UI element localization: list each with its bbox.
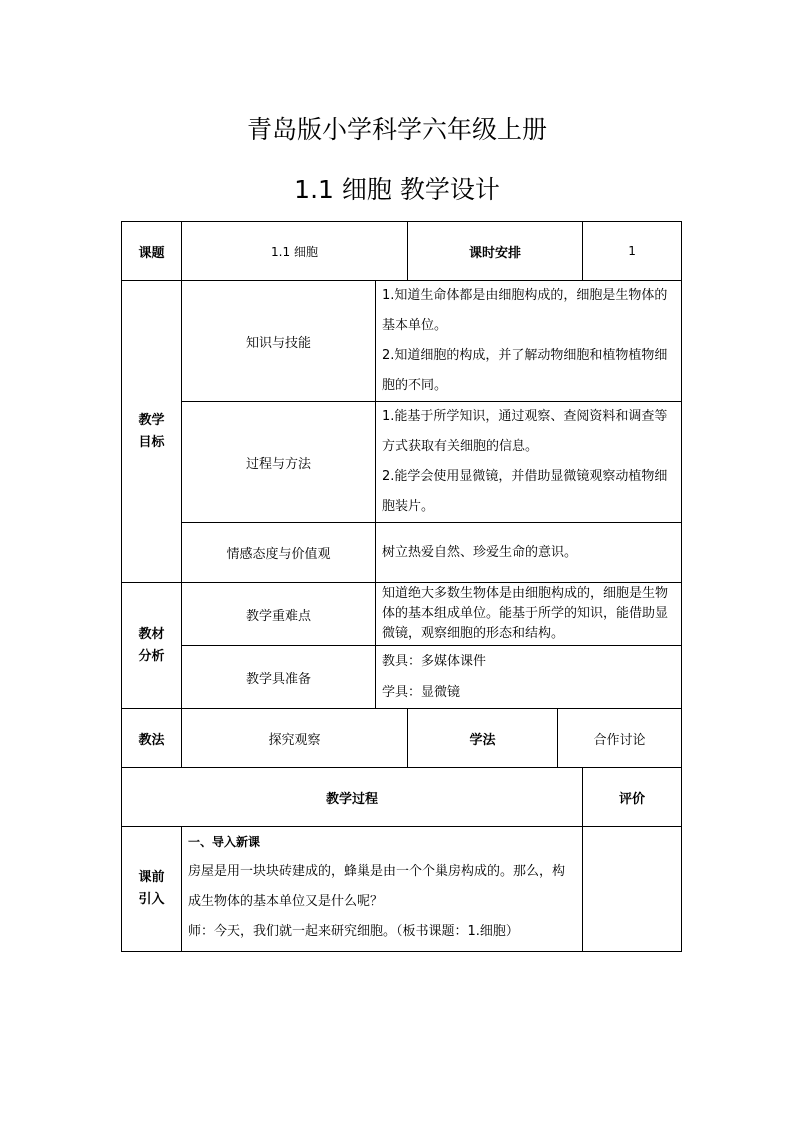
materials-label: 教学具准备 <box>182 646 376 709</box>
intro-content <box>182 827 583 952</box>
key-points-label: 教学重难点 <box>182 583 376 646</box>
knowledge-line-2: 2.知道细胞的构成，并了解动物细胞和植物植物细胞的不同。 <box>382 348 668 393</box>
knowledge-line-1: 1.知道生命体都是由细胞构成的，细胞是生物体的基本单位。 <box>382 288 668 333</box>
process-header-label: 教学过程 <box>122 768 583 827</box>
hours-value: 1 <box>583 222 682 281</box>
topic-row <box>122 222 682 281</box>
analysis-label-text: 教材分析 <box>138 626 165 664</box>
goals-label <box>122 281 182 583</box>
emotion-content: 树立热爱自然、珍爱生命的意识。 <box>376 523 682 583</box>
intro-heading: 一、导入新课 <box>188 835 261 849</box>
intro-evaluation-cell <box>583 827 682 952</box>
materials-content <box>376 646 682 709</box>
learn-method-value: 合作讨论 <box>558 709 682 768</box>
teach-method-label: 教法 <box>122 709 182 768</box>
document-subtitle: 1.1 细胞 教学设计 <box>294 175 500 204</box>
process-method-content <box>376 402 682 523</box>
evaluation-header-label: 评价 <box>583 768 682 827</box>
intro-label-text: 课前引入 <box>138 870 165 907</box>
student-materials: 学具：显微镜 <box>382 685 461 700</box>
knowledge-label: 知识与技能 <box>182 281 376 402</box>
document-title: 青岛版小学科学六年级上册 <box>246 115 547 144</box>
emotion-label: 情感态度与价值观 <box>182 523 376 583</box>
teacher-materials: 教具：多媒体课件 <box>382 654 487 669</box>
intro-paragraph-2: 师：今天，我们就一起来研究细胞。（板书课题：1.细胞） <box>188 924 519 939</box>
hours-label: 课时安排 <box>408 222 583 281</box>
process-method-label: 过程与方法 <box>182 402 376 523</box>
goals-label-text: 教学目标 <box>138 412 165 450</box>
topic-value: 1.1 细胞 <box>182 222 408 281</box>
process-line-1: 1.能基于所学知识，通过观察、查阅资料和调查等方式获取有关细胞的信息。 <box>382 409 668 454</box>
analysis-label <box>122 583 182 709</box>
intro-label <box>122 827 182 952</box>
teach-method-value: 探究观察 <box>182 709 408 768</box>
process-line-2: 2.能学会使用显微镜，并借助显微镜观察动植物细胞装片。 <box>382 469 668 514</box>
lesson-plan-table <box>121 221 682 952</box>
key-points-content: 知道绝大多数生物体是由细胞构成的，细胞是生物体的基本组成单位。能基于所学的知识，能借助显微镜，观察细胞的形态和结构。 <box>376 583 682 646</box>
learn-method-label: 学法 <box>408 709 558 768</box>
topic-label: 课题 <box>122 222 182 281</box>
intro-paragraph-1: 房屋是用一块块砖建成的，蜂巢是由一个个巢房构成的。那么，构成生物体的基本单位又是什么呢？ <box>188 864 566 909</box>
knowledge-content <box>376 281 682 402</box>
